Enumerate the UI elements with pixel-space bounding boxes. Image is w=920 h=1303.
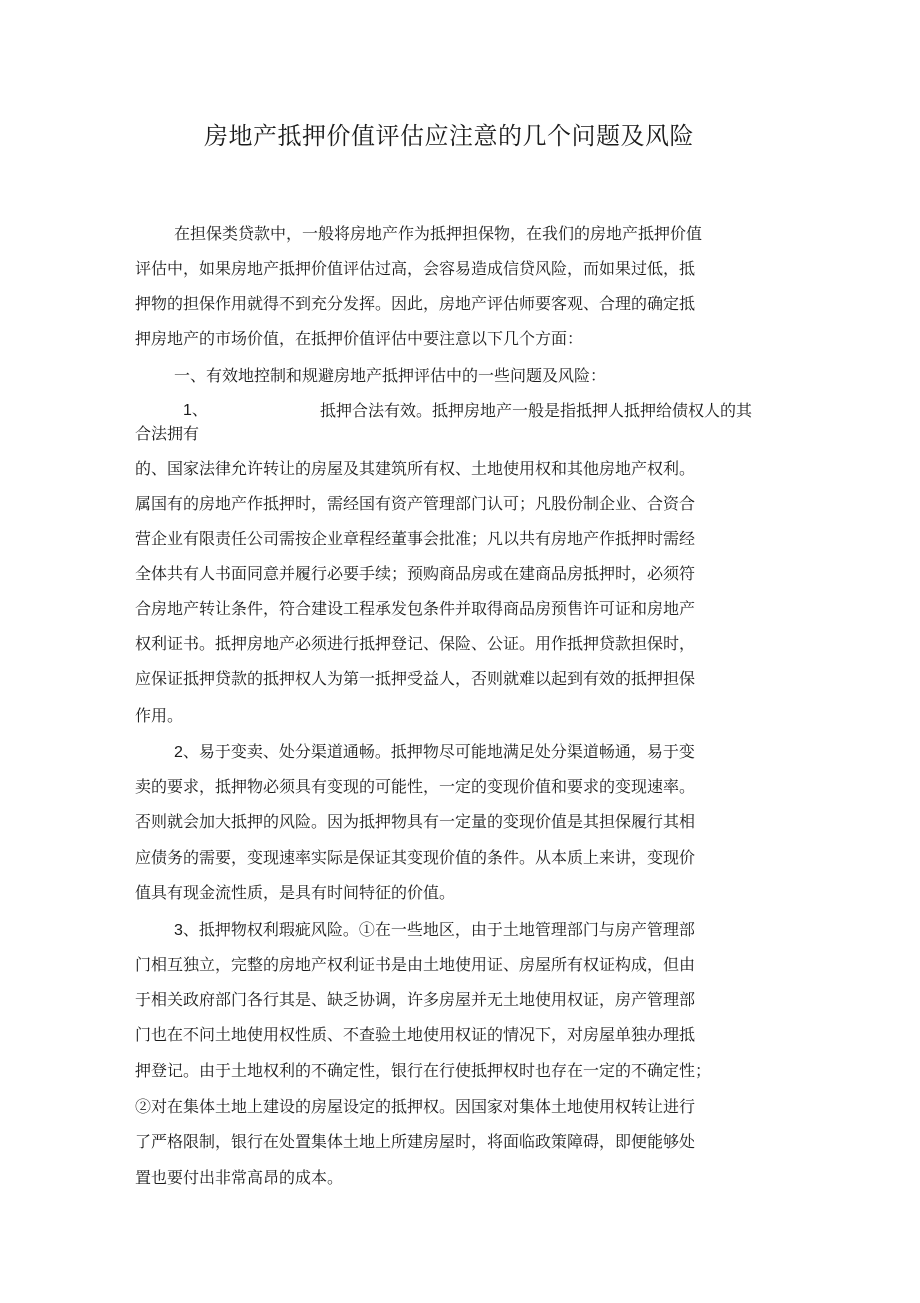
- intro-line: 押房地产的市场价值，在抵押价值评估中要注意以下几个方面：: [135, 329, 584, 348]
- item-2-line: 值具有现金流性质，是具有时间特征的价值。: [135, 883, 456, 902]
- item-1-line: 的、国家法律允许转让的房屋及其建筑所有权、土地使用权和其他房地产权利。: [135, 459, 696, 478]
- intro-line: 押物的担保作用就得不到充分发挥。因此，房地产评估师要客观、合理的确定抵: [135, 294, 696, 313]
- item-1-line: 权利证书。抵押房地产必须进行抵押登记、保险、公证。用作抵押贷款担保时，: [135, 634, 696, 653]
- section-heading: 一、有效地控制和规避房地产抵押评估中的一些问题及风险：: [174, 366, 607, 385]
- item-3-first-line: [174, 920, 695, 941]
- item-3-line: 了严格限制，银行在处置集体土地上所建房屋时，将面临政策障碍，即便能够处: [135, 1132, 696, 1151]
- intro-line: 评估中，如果房地产抵押价值评估过高，会容易造成信贷风险，而如果过低，抵: [135, 259, 696, 278]
- item-1-line: 应保证抵押贷款的抵押权人为第一抵押受益人，否则就难以起到有效的抵押担保: [135, 669, 696, 688]
- intro-line: 在担保类贷款中，一般将房地产作为抵押担保物，在我们的房地产抵押价值: [174, 224, 703, 243]
- item-1-line: 营企业有限责任公司需按企业章程经董事会批准；凡以共有房地产作抵押时需经: [135, 529, 696, 548]
- item-1-first-line: 抵押合法有效。抵押房地产一般是指抵押人抵押给债权人的其: [320, 401, 753, 420]
- item-1-second-line: 合法拥有: [135, 424, 200, 443]
- item-2-number: 2: [174, 744, 183, 761]
- item-3-line: 押登记。由于土地权利的不确定性，银行在行使抵押权时也存在一定的不确定性；: [135, 1061, 712, 1080]
- item-3-line: 于相关政府部门各行其是、缺乏协调，许多房屋并无土地使用权证，房产管理部: [135, 990, 696, 1009]
- item-1-line: 作用。: [135, 706, 184, 725]
- item-3-line: 置也要付出非常高昂的成本。: [135, 1168, 344, 1187]
- item-1-line: 全体共有人书面同意并履行必要手续；预购商品房或在建商品房抵押时，必须符: [135, 564, 696, 583]
- item-2-line: 否则就会加大抵押的风险。因为抵押物具有一定量的变现价值是其担保履行其相: [135, 812, 696, 831]
- item-3-number: 3: [174, 922, 183, 939]
- item-1-line: 合房地产转让条件，符合建设工程承发包条件并取得商品房预售许可证和房地产: [135, 599, 696, 618]
- item-2-line: 卖的要求，抵押物必须具有变现的可能性，一定的变现价值和要求的变现速率。: [135, 777, 696, 796]
- item-3-line: 门也在不问土地使用权性质、不查验土地使用权证的情况下，对房屋单独办理抵: [135, 1025, 696, 1044]
- item-3-line: 门相互独立，完整的房地产权利证书是由土地使用证、房屋所有权证构成，但由: [135, 955, 696, 974]
- item-2-line: 、易于变卖、处分渠道通畅。抵押物尽可能地满足处分渠道畅通，易于变: [182, 742, 695, 761]
- item-1-line: 属国有的房地产作抵押时，需经国有资产管理部门认可；凡股份制企业、合资合: [135, 494, 696, 513]
- item-2-line: 应债务的需要，变现速率实际是保证其变现价值的条件。从本质上来讲，变现价: [135, 848, 696, 867]
- item-3-line: ②对在集体土地上建设的房屋设定的抵押权。因国家对集体土地使用权转让进行: [135, 1097, 696, 1116]
- item-3-line: 、抵押物权利瑕疵风险。①在一些地区，由于土地管理部门与房产管理部: [182, 920, 695, 939]
- item-1-number: 1、: [183, 402, 208, 419]
- document-title: 房地产抵押价值评估应注意的几个问题及风险: [204, 122, 694, 150]
- item-2-first-line: [174, 742, 695, 763]
